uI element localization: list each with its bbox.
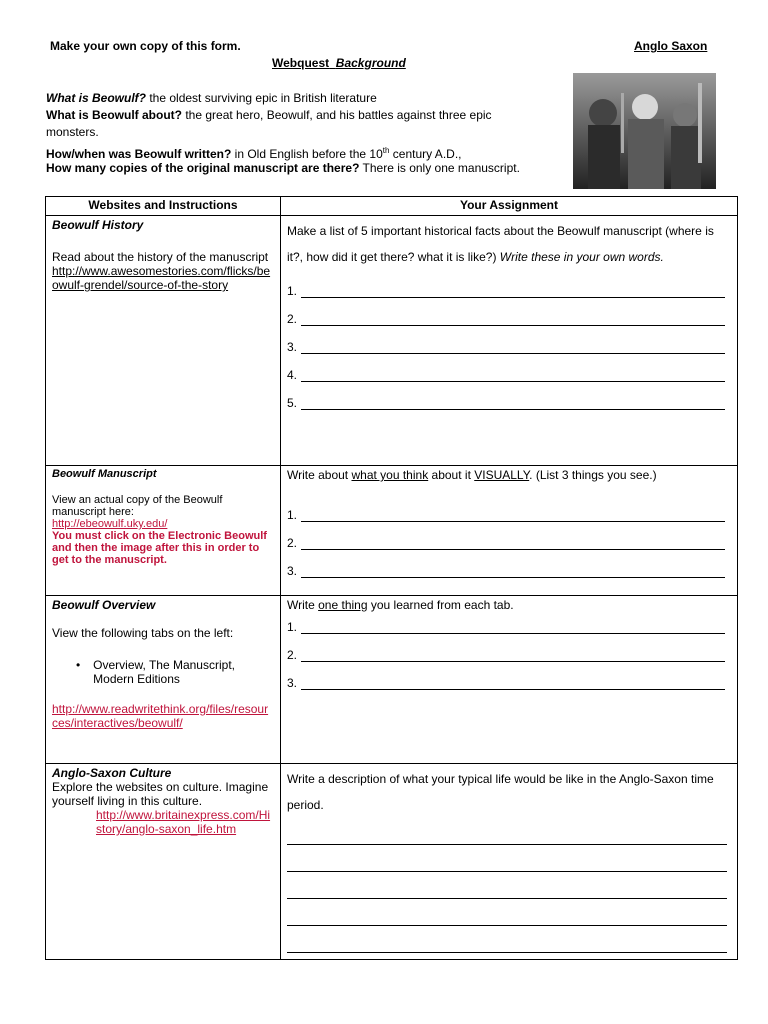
assignment-cell <box>281 216 738 466</box>
answer-line[interactable]: 2. <box>287 634 731 662</box>
row-instructions: View the following tabs on the left: <box>52 626 234 640</box>
qa-item: How/when was Beowulf written? in Old English before the 10th century A.D., <box>46 146 462 161</box>
assignment-text: Make a list of 5 important historical facts about the Beowulf manuscript (where is it?, how did it get there? what it is like?) Write these in your own words. <box>287 224 714 264</box>
answer-line[interactable] <box>287 818 727 845</box>
assignment-cell <box>281 764 738 960</box>
answer-line[interactable] <box>287 872 727 899</box>
qa-item: What is Beowulf? the oldest surviving epic in British literature <box>46 91 377 105</box>
answer-line[interactable]: 3. <box>287 662 731 690</box>
copy-instruction: Make your own copy of this form. <box>50 39 241 53</box>
row-title: Anglo-Saxon Culture <box>52 766 172 780</box>
answer-line[interactable]: 3. <box>287 550 731 578</box>
row-instructions: Read about the history of the manuscript <box>52 250 269 264</box>
table-row <box>46 216 738 466</box>
qa-item: What is Beowulf about? the great hero, Beowulf, and his battles against three epic monsters. <box>46 108 492 139</box>
monty-python-photo <box>573 73 716 189</box>
row-title: Beowulf Overview <box>52 598 156 612</box>
list-item: • Overview, The Manuscript, Modern Editions <box>76 658 235 686</box>
britainexpress-link[interactable]: http://www.britainexpress.com/History/anglo-saxon_life.htm <box>96 808 271 836</box>
page-subtitle: Webquest Background <box>272 56 406 70</box>
instructions-cell <box>46 596 281 764</box>
answer-line[interactable]: 2. <box>287 298 731 326</box>
readwritethink-link[interactable]: http://www.readwritethink.org/files/resources/interactives/beowulf/ <box>52 702 269 730</box>
assignment-text: Write one thing you learned from each tab. <box>287 598 514 612</box>
table-row <box>46 466 738 596</box>
answer-line[interactable]: 5. <box>287 382 731 410</box>
table-row <box>46 596 738 764</box>
answer-line[interactable]: 3. <box>287 326 731 354</box>
answer-line[interactable] <box>287 845 727 872</box>
assignment-cell <box>281 466 738 596</box>
history-link[interactable]: http://www.awesomestories.com/flicks/beowulf-grendel/source-of-the-story <box>52 264 271 292</box>
row-instructions: View an actual copy of the Beowulf manuscript here: <box>52 494 223 518</box>
column-header-assignment: Your Assignment <box>281 197 738 216</box>
instructions-cell <box>46 466 281 596</box>
answer-line[interactable] <box>287 926 727 953</box>
manuscript-note: You must click on the Electronic Beowulf and then the image after this in order to get to the manuscript. <box>52 530 267 566</box>
assignment-cell <box>281 596 738 764</box>
ebeowulf-link[interactable]: http://ebeowulf.uky.edu/ <box>52 518 168 530</box>
answer-line[interactable]: 1. <box>287 494 731 522</box>
instructions-cell <box>46 216 281 466</box>
answer-line[interactable]: 1. <box>287 270 731 298</box>
answer-line[interactable]: 2. <box>287 522 731 550</box>
answer-line[interactable]: 4. <box>287 354 731 382</box>
qa-item: How many copies of the original manuscript are there? There is only one manuscript. <box>46 161 520 175</box>
instructions-cell <box>46 764 281 960</box>
assignment-text: Write about what you think about it VISUALLY. (List 3 things you see.) <box>287 468 657 482</box>
row-instructions: Explore the websites on culture. Imagine yourself living in this culture. <box>52 780 269 808</box>
answer-line[interactable] <box>287 899 727 926</box>
answer-line[interactable]: 1. <box>287 612 731 634</box>
row-title: Beowulf Manuscript <box>52 468 157 480</box>
table-row <box>46 764 738 960</box>
unit-title: Anglo Saxon <box>634 39 708 53</box>
webquest-table <box>45 196 738 960</box>
column-header-websites: Websites and Instructions <box>46 197 281 216</box>
assignment-text: Write a description of what your typical life would be like in the Anglo-Saxon time period. <box>287 772 714 812</box>
row-title: Beowulf History <box>52 218 144 232</box>
